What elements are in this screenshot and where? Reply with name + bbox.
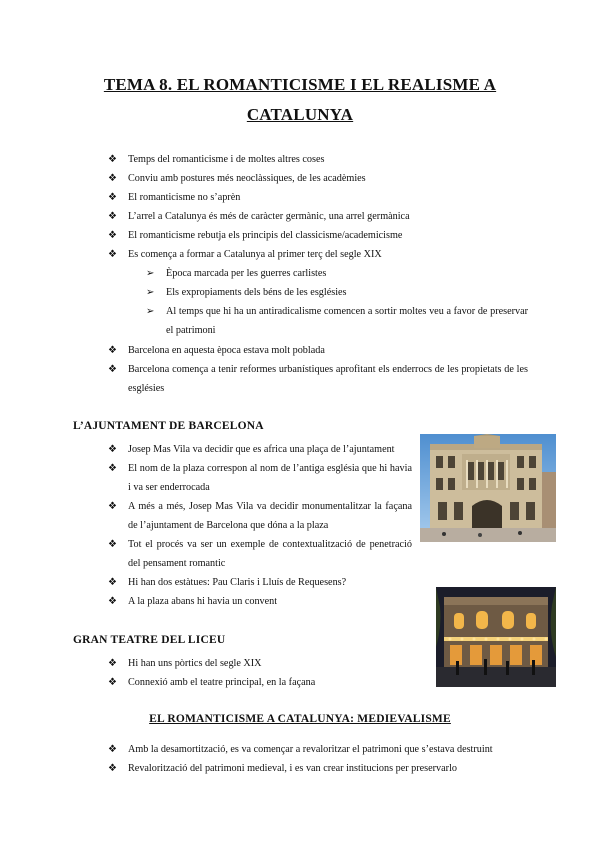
title-line-1: TEMA 8. EL ROMANTICISME I EL REALISME A bbox=[103, 75, 497, 94]
ajuntament-photo bbox=[420, 434, 556, 542]
list-item: ❖ El nom de la plaza correspon al nom de l’antiga església que hi havia i va ser enderrocada bbox=[94, 459, 412, 497]
diamond-bullet-icon: ❖ bbox=[108, 658, 117, 669]
diamond-bullet-icon: ❖ bbox=[108, 364, 117, 375]
diamond-bullet-icon: ❖ bbox=[108, 677, 117, 688]
diamond-bullet-icon: ❖ bbox=[108, 501, 117, 512]
section-heading-liceu: GRAN TEATRE DEL LICEU bbox=[73, 634, 226, 646]
diamond-bullet-icon: ❖ bbox=[108, 192, 117, 203]
document-title bbox=[60, 70, 540, 130]
diamond-bullet-icon: ❖ bbox=[108, 444, 117, 455]
diamond-bullet-icon: ❖ bbox=[108, 230, 117, 241]
diamond-bullet-icon: ❖ bbox=[108, 763, 117, 774]
liceu-building-image bbox=[436, 587, 556, 687]
list-item: ❖ L’arrel a Catalunya és més de caràcter germànic, una arrel germànica bbox=[94, 207, 528, 226]
list-item: ❖ Connexió amb el teatre principal, en la façana bbox=[94, 673, 424, 692]
sub-list-item: ➢ Època marcada per les guerres carlistes bbox=[94, 264, 528, 283]
list-item: ❖ Barcelona en aquesta època estava molt poblada bbox=[94, 341, 528, 360]
intro-list bbox=[94, 150, 528, 264]
diamond-bullet-icon: ❖ bbox=[108, 249, 117, 260]
diamond-bullet-icon: ❖ bbox=[108, 345, 117, 356]
list-item: ❖ A més a més, Josep Mas Vila va decidir monumentalitzar la façana de l’ajuntament de Barcelona que dóna a la plaza bbox=[94, 497, 412, 535]
intro-list-continued bbox=[94, 341, 528, 398]
list-item: ❖ El romanticisme rebutja els principis del classicisme/academicisme bbox=[94, 226, 528, 245]
list-item: ❖ Tot el procés va ser un exemple de contextualització de penetració del pensament romantic bbox=[94, 535, 412, 573]
diamond-bullet-icon: ❖ bbox=[108, 211, 117, 222]
diamond-bullet-icon: ❖ bbox=[108, 539, 117, 550]
diamond-bullet-icon: ❖ bbox=[108, 577, 117, 588]
list-item: ❖ Josep Mas Vila va decidir que es africa una plaça de l’ajuntament bbox=[94, 440, 412, 459]
list-item: ❖ Es comença a formar a Catalunya al primer terç del segle XIX bbox=[94, 245, 528, 264]
arrow-bullet-icon: ➢ bbox=[146, 306, 155, 317]
intro-sublist bbox=[94, 264, 528, 340]
ajuntament-list bbox=[94, 440, 412, 611]
list-item: ❖ Temps del romanticisme i de moltes altres coses bbox=[94, 150, 528, 169]
diamond-bullet-icon: ❖ bbox=[108, 173, 117, 184]
medievalisme-list bbox=[94, 740, 534, 778]
list-item: ❖ El romanticisme no s’aprèn bbox=[94, 188, 528, 207]
list-item: ❖ A la plaza abans hi havia un convent bbox=[94, 592, 412, 611]
list-item: ❖ Hi han dos estàtues: Pau Claris i Lluís de Requesens? bbox=[94, 573, 412, 592]
ajuntament-building-image bbox=[420, 434, 556, 542]
sub-list-item: ➢ Els expropiaments dels béns de les esglésies bbox=[94, 283, 528, 302]
list-item: ❖ Barcelona comença a tenir reformes urbanístiques aprofitant els enderrocs de les propietats de les esglésies bbox=[94, 360, 528, 398]
section-heading-medievalisme: EL ROMANTICISME A CATALUNYA: MEDIEVALISME bbox=[149, 713, 451, 725]
diamond-bullet-icon: ❖ bbox=[108, 744, 117, 755]
arrow-bullet-icon: ➢ bbox=[146, 268, 155, 279]
list-item: ❖ Hi han uns pòrtics del segle XIX bbox=[94, 654, 424, 673]
section-heading-ajuntament: L’AJUNTAMENT DE BARCELONA bbox=[73, 420, 264, 432]
sub-list-item: ➢ Al temps que hi ha un antiradicalisme comencen a sortir moltes veu a favor de preservar el patrimoni bbox=[94, 302, 528, 340]
diamond-bullet-icon: ❖ bbox=[108, 596, 117, 607]
liceu-list bbox=[94, 654, 424, 692]
list-item: ❖ Revalorització del patrimoni medieval, i es van crear institucions per preservarlo bbox=[94, 759, 534, 778]
liceu-photo bbox=[436, 587, 556, 687]
diamond-bullet-icon: ❖ bbox=[108, 463, 117, 474]
title-line-2: CATALUNYA bbox=[246, 105, 354, 124]
list-item: ❖ Conviu amb postures més neoclàssiques, de les acadèmies bbox=[94, 169, 528, 188]
list-item: ❖ Amb la desamortització, es va començar a revaloritzar el patrimoni que s’estava destruint bbox=[94, 740, 534, 759]
diamond-bullet-icon: ❖ bbox=[108, 154, 117, 165]
arrow-bullet-icon: ➢ bbox=[146, 287, 155, 298]
